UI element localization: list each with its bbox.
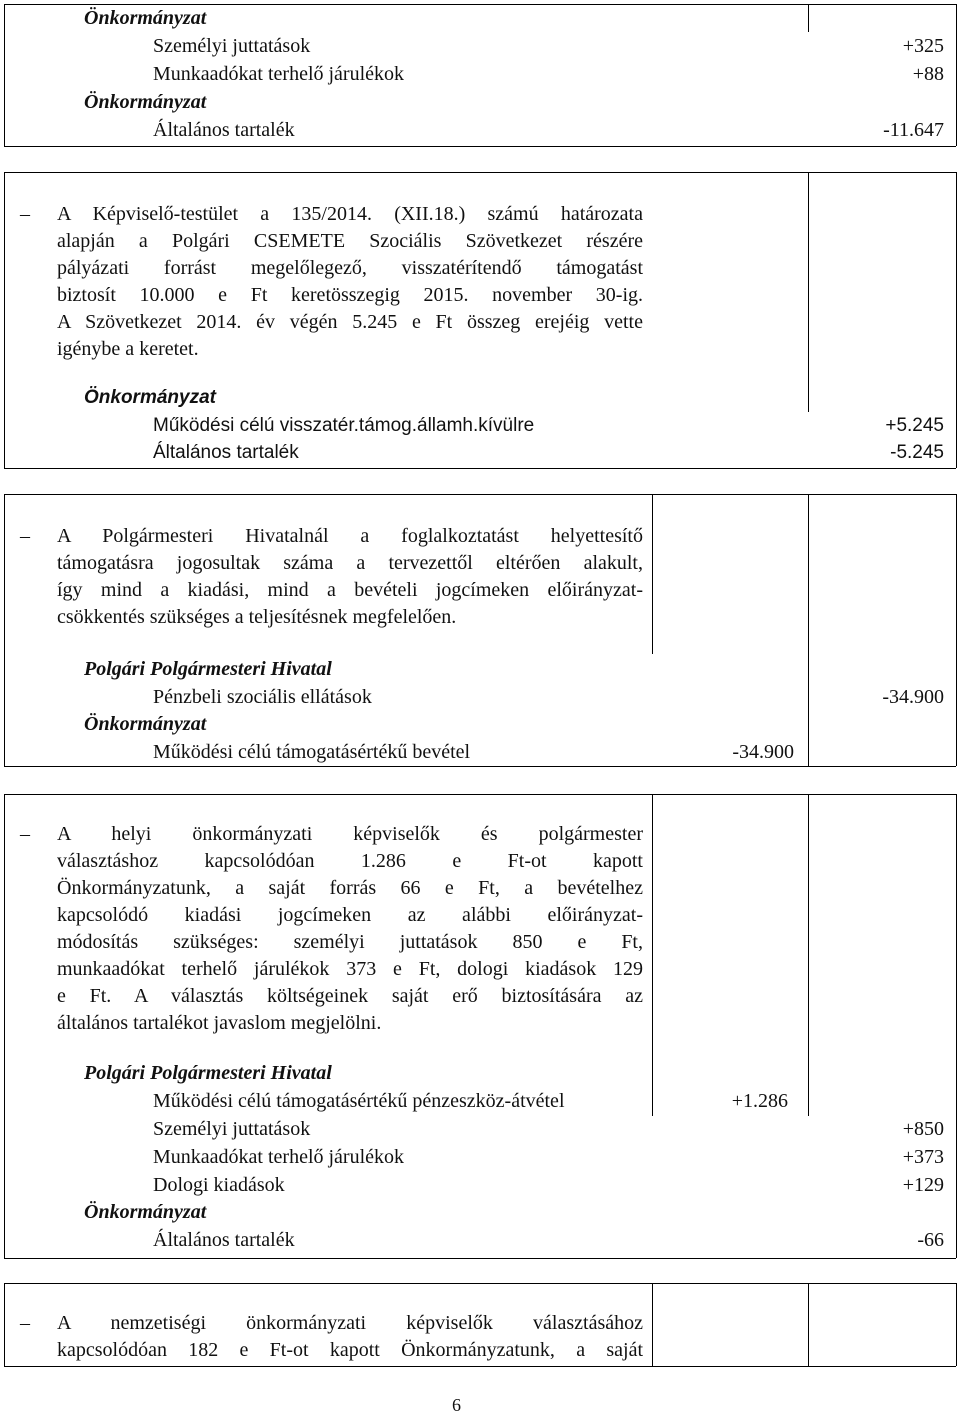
block3-row1-label: Pénzbeli szociális ellátások: [153, 686, 372, 708]
block2-heading: Önkormányzat: [84, 387, 216, 408]
block2-paragraph: A Képviselő-testület a 135/2014. (XII.18.) számú határozata alapján a Polgári CSEMETE Szociális Szövetkezet részére pályázati forrást megelőlegező, visszatérítendő támogatást biztosít 10.000 e Ft keretösszegig 2015. november 30-ig. A Szövetkezet 2014. év végén 5.245 e Ft összeg erejéig vette igénybe a keretet.: [57, 203, 643, 360]
block2-bullet-dash: –: [20, 203, 30, 225]
block1-heading-1: Önkormányzat: [84, 7, 207, 29]
block1-row2-label: Munkaadókat terhelő járulékok: [153, 63, 405, 85]
block2-row1-value: +5.245: [885, 415, 944, 436]
block2-row2-label: Általános tartalék: [153, 442, 299, 463]
block1-row3-value: -11.647: [883, 119, 944, 141]
block4-paragraph: A helyi önkormányzati képviselők és polgármester választáshoz kapcsolódóan 1.286 e Ft-ot kapott Önkormányzatunk, a saját forrás 66 e Ft, a bevételhez kapcsolódó kiadási jogcímeken az alábbi előirányzat- módosítás szükséges: személyi juttatások 850 e Ft, munkaadókat terhelő járulékok 373 e Ft, dologi kiadások 129 e Ft. A választás költségeinek saját erő biztosítására az általános tartalékot javaslom megjelölni.: [57, 823, 643, 1034]
block4-row5-value: -66: [917, 1229, 944, 1251]
block3-row2-value: -34.900: [732, 741, 794, 763]
block1-heading-2: Önkormányzat: [84, 91, 207, 113]
block3-heading-2: Önkormányzat: [84, 713, 207, 735]
block3-row1-value: -34.900: [882, 686, 944, 708]
block5-bullet-dash: –: [20, 1312, 30, 1334]
block1-row1-value: +325: [902, 35, 944, 57]
block3-bullet-dash: –: [20, 525, 30, 547]
block4-row1-label: Működési célú támogatásértékű pénzeszköz-átvétel: [153, 1090, 565, 1112]
page-number: 6: [452, 1395, 461, 1415]
block1-row2-value: +88: [912, 63, 944, 85]
block4-row3-value: +373: [902, 1146, 944, 1168]
block3-heading-1: Polgári Polgármesteri Hivatal: [84, 658, 332, 680]
block4-heading-1: Polgári Polgármesteri Hivatal: [84, 1062, 332, 1084]
block4-row2-value: +850: [902, 1118, 944, 1140]
block4-row4-label: Dologi kiadások: [153, 1174, 285, 1196]
block4-row5-label: Általános tartalék: [153, 1229, 295, 1251]
block4-bullet-dash: –: [20, 823, 30, 845]
block2-row2-value: -5.245: [890, 442, 944, 463]
block4-heading-2: Önkormányzat: [84, 1201, 207, 1223]
block3-paragraph: A Polgármesteri Hivatalnál a foglalkoztatást helyettesítő támogatásra jogosultak száma a tervezettől eltérően alakult, így mind a kiadási, mind a bevételi jogcímeken előirányzat- csökkentés szükséges a teljesítésnek megfelelően.: [57, 525, 643, 628]
block2-row1-label: Működési célú visszatér.támog.államh.kívülre: [153, 415, 535, 436]
block3-row2-label: Működési célú támogatásértékű bevétel: [153, 741, 471, 763]
block5-paragraph: A nemzetiségi önkormányzati képviselők választásához kapcsolódóan 182 e Ft-ot kapott Önkormányzatunk, a saját: [57, 1312, 643, 1361]
block4-row4-value: +129: [902, 1174, 944, 1196]
block4-row3-label: Munkaadókat terhelő járulékok: [153, 1146, 405, 1168]
block1-row3-label: Általános tartalék: [153, 119, 295, 141]
block1-row1-label: Személyi juttatások: [153, 35, 311, 57]
block4-row2-label: Személyi juttatások: [153, 1118, 311, 1140]
block4-row1-value: +1.286: [731, 1090, 788, 1112]
